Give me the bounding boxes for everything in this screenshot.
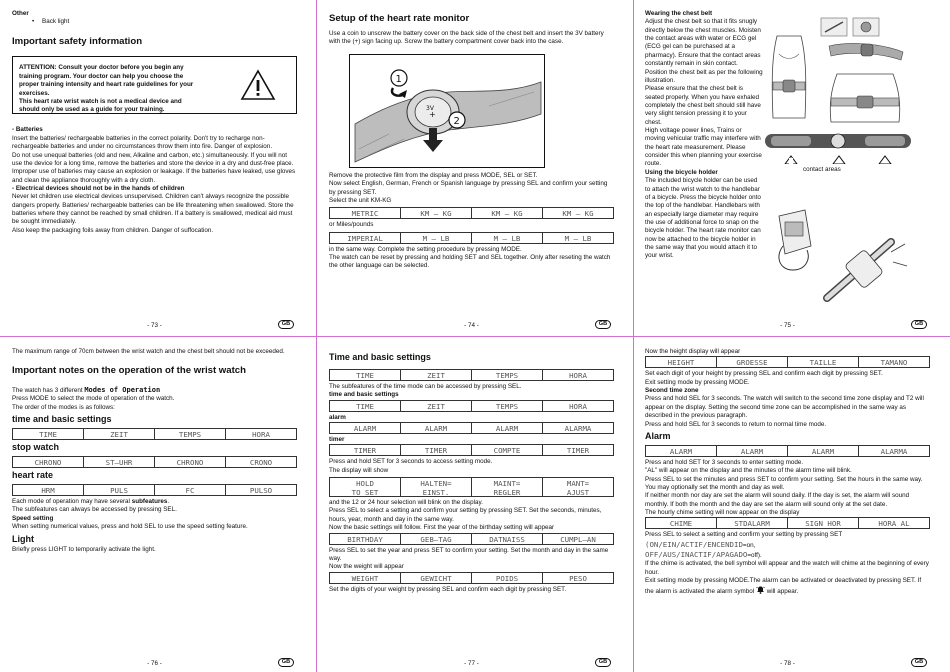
label-alarm: alarm — [329, 413, 346, 421]
alarm-bell-icon — [756, 586, 765, 594]
lcd-cell: M – LB — [472, 232, 543, 244]
second-tz-title: Second time zone — [645, 387, 699, 395]
page-number: - 75 - — [780, 322, 795, 329]
lcd-cell: TAMANO — [859, 356, 930, 368]
lcd-cell: CUMPL–AN — [543, 533, 614, 545]
lcd-cell: HALTEN= EINST. — [401, 477, 472, 497]
lcd-cell: KM – KG — [472, 207, 543, 219]
lcd-cell: M – LB — [401, 232, 472, 244]
lcd-cell: ALARM — [645, 445, 717, 457]
reset-text: The watch can be reset by pressing and holding SET and SEL together. Only after reseting the watch the other language can be selected. — [329, 253, 611, 270]
page-75 — [645, 10, 930, 336]
subfeatures-access-text: The subfeatures can always be accessed by pressing SEL. — [12, 506, 177, 514]
lcd-cell: DATNAISS — [472, 533, 543, 545]
chime-select-text: Press SEL to select a setting and confirm your setting by pressing SET — [645, 531, 843, 539]
chest-belt-fitting-figure — [817, 12, 913, 68]
lcd-cell: TIMER — [329, 444, 401, 456]
hold-set-text: Press and hold SET for 3 seconds to access setting mode. — [329, 458, 493, 466]
lcd-cell: TIME — [12, 428, 84, 440]
lcd-cell: ALARMA — [543, 422, 614, 434]
setup-title: Setup of the heart rate monitor — [329, 13, 470, 24]
wearing-text: Adjust the chest belt so that it fits snugly directly below the chest muscles. Moisten the contact areas with water or ECG gel (ECG gel can be purchased at a pharmacy). Ensure that the contact areas constantly remain in skin contact. — [645, 18, 761, 68]
chime-text: The hourly chime setting will now appear on the display — [645, 509, 800, 516]
light-title: Light — [12, 533, 34, 544]
step-1-label: 1 — [395, 74, 402, 86]
lcd-cell: HEIGHT — [645, 356, 717, 368]
subfeatures-text: The subfeatures of the time mode can be accessed by pressing SEL. — [329, 382, 522, 390]
alarm-optional-text: You may optionally set the month and day as well. — [645, 483, 785, 491]
alarm-daily-text: If neither month nor day are set the alarm will sound daily. If the day is set, the alarm will sound monthly. If both the month and the day are set the alarm will sound only at the set date. — [645, 492, 910, 508]
other-title: Other — [12, 10, 29, 17]
speed-title: Speed setting — [12, 514, 54, 522]
order-text: The order of the modes is as follows: — [12, 403, 115, 411]
subfeatures-text: Each mode of operation may have several — [12, 498, 130, 506]
second-tz-return-text: Press and hold SEL for 3 seconds to return to normal time mode. — [645, 420, 827, 428]
seated-text: Please ensure that the chest belt is seated properly. When you have exhaled completely the chest belt should still have very slight tension pressing it to your chest. — [645, 85, 761, 126]
alarm-title: Alarm — [645, 430, 671, 441]
light-text: Briefly press LIGHT to temporarily activate the light. — [12, 545, 156, 553]
lcd-cell: KM – KG — [401, 207, 472, 219]
lcd-cell: TEMPS — [472, 369, 543, 381]
lcd-cell: ALARM — [329, 422, 401, 434]
bicycle-holder-figure-1 — [769, 206, 817, 276]
not-medical-text: This heart rate wrist watch is not a medical device and should only be used as a guide for your training. — [19, 97, 182, 114]
lcd-time-row — [329, 369, 614, 381]
second-tz-text: Press and hold SEL for 3 seconds. The watch will switch to the second time zone display and T2 will appear on the display. Setting the second time zone can be accomplished in the same way as described in the previous paragraph. — [645, 395, 924, 420]
display-show-text: The display will show — [329, 466, 389, 474]
select-text: Press SEL to select a setting and confirm your setting by pressing SET. Set the seconds, minutes, hours, year, month and day in the same way. — [329, 507, 602, 523]
lcd-cell: GROESSE — [717, 356, 788, 368]
warning-triangle-icon — [240, 69, 276, 101]
lcd-cell: MANT= AJUST — [543, 477, 614, 497]
lcd-cell: TIME — [329, 400, 401, 412]
page-number: - 74 - — [464, 322, 479, 329]
lcd-cell: PULS — [84, 484, 155, 496]
page-76: The maximum range of 70cm between the wrist watch and the chest belt should not be exceeded. Important notes on the operation of the wrist watch The watch has 3 different Modes of Operation Press MODE to select the mode of operation of the watch. The order of the modes is as follows: time and basic settings TIME ZEIT TEMPS HORA stop watch CHRONO ST–UHR CHRONO CRONO heart rate HRM PULS FC PULSO Each mode of operation may have several subfeatures. The subfeatures can always be accessed by pressing SEL. Speed setting When setting numerical values, press and hold SEL to use the speed setting feature. Light Briefly press LIGHT to temporarily activate the light. - 76 - GB — [12, 348, 297, 672]
page-74 — [329, 10, 614, 336]
lcd-cell: SIGN HOR — [788, 517, 859, 529]
lcd-hold-row — [329, 477, 614, 497]
lcd-cell: CRONO — [226, 456, 297, 468]
notes-title: Important notes on the operation of the wrist watch — [12, 365, 246, 377]
lcd-cell: ALARMA — [859, 445, 930, 457]
step-2-label: 2 — [453, 116, 460, 128]
gb-badge: GB — [911, 658, 927, 667]
lcd-cell: HORA — [226, 428, 297, 440]
page-number: - 73 - — [147, 322, 162, 329]
same-way-text: in the same way. Complete the setting procedure by pressing MODE. — [329, 245, 522, 253]
lcd-hr-row — [12, 484, 297, 496]
language-text: Now select English, German, French or Spanish language by pressing SEL and confirm your setting by pressing SET. — [329, 180, 608, 196]
other-item: • Back light — [12, 18, 297, 26]
lcd-cell: ALARM — [472, 422, 543, 434]
height-text: Now the height display will appear — [645, 348, 741, 355]
stop-watch-title: stop watch — [12, 442, 60, 453]
lcd-cell: ZEIT — [401, 400, 472, 412]
lcd-cell: CHRONO — [155, 456, 226, 468]
batteries-title: - Batteries — [12, 126, 43, 134]
subfeatures-bold: subfeatures — [131, 498, 168, 506]
lcd-cell: TAILLE — [788, 356, 859, 368]
lcd-time-row — [12, 428, 297, 440]
page-77 — [329, 348, 614, 672]
page-number: - 78 - — [780, 660, 795, 667]
lcd-cell: ALARM — [401, 422, 472, 434]
alarm-set-text: Press SEL to set the minutes and press SET to confirm your setting. Set the hours in the same way. — [645, 475, 923, 483]
lcd-cell: M – LB — [543, 232, 614, 244]
voltage-text: High voltage power lines, Trains or moving vehicular traffic may interfere with the heart rate measurement. Please consider this when planning your exercise route. — [645, 127, 762, 168]
lcd-weight-row — [329, 572, 614, 584]
wearing-title: Wearing the chest belt — [645, 10, 713, 17]
lcd-cell: HORA — [543, 369, 614, 381]
lcd-birthday-row — [329, 533, 614, 545]
lcd-cell: TIME — [329, 369, 401, 381]
lcd-cell: POIDS — [472, 572, 543, 584]
alarm-enter-text: Press and hold SET for 3 seconds to enter setting mode. — [645, 458, 804, 466]
batteries-text-2: Do not use unequal batteries (old and new, Alkaline and carbon, etc.) simultaneously. If you will not use the device for a long time, remove the batteries and store the device in a dry and dust-free place. Improper use of batteries may cause an explosion or leakage. If the batteries have leaked, use gloves and clean the appliance thoroughly with a dry cloth. — [12, 151, 296, 184]
lcd-cell: ALARM — [717, 445, 788, 457]
chest-belt-front-figure — [767, 32, 811, 122]
page-number: - 77 - — [464, 660, 479, 667]
lcd-cell: TEMPS — [472, 400, 543, 412]
lcd-cell: MAINT= REGLER — [472, 477, 543, 497]
alarm-al-text: "AL" will appear on the display and the minutes of the alarm time will blink. — [645, 467, 852, 475]
exit-alarm-text: Exit setting mode by pressing MODE.The alarm can be activated or deactivated by pressing SET. If the alarm is activated the alarm symbol — [645, 577, 922, 595]
birthday-set-text: Press SEL to set the year and press SET to confirm your setting. Set the month and day in the same way. — [329, 546, 609, 562]
off-suffix: =off). — [747, 552, 762, 560]
contact-areas-belt-figure — [763, 128, 913, 164]
lcd-height-row — [645, 356, 930, 368]
lcd-cell: ALARM — [788, 445, 859, 457]
label-time-basic: time and basic settings — [329, 391, 399, 399]
position-text: Position the chest belt as per the following illustration. — [645, 68, 763, 84]
will-appear-text: will appear. — [766, 587, 799, 595]
warning-box — [12, 56, 297, 114]
children-text-2: Also keep the packaging foils away from children. Danger of suffocation. — [12, 226, 214, 234]
or-miles-label: or Miles/pounds — [329, 221, 374, 229]
birthday-text: Now the basic settings will follow. First the year of the birthday setting will appear — [329, 524, 555, 532]
lcd-cell: STDALARM — [717, 517, 788, 529]
height-set-text: Set each digit of your height by pressing SEL and confirm each digit by pressing SET. — [645, 370, 883, 378]
remove-film-text: Remove the protective film from the display and press MODE, SEL or SET. — [329, 171, 538, 179]
lcd-cell: WEIGHT — [329, 572, 401, 584]
bike-title: Using the bicycle holder — [645, 168, 718, 176]
lcd-cell: ZEIT — [84, 428, 155, 440]
gb-badge: GB — [911, 320, 927, 329]
lcd-cell: FC — [155, 484, 226, 496]
blink-text: and the 12 or 24 hour selection will blink on the display. — [329, 499, 483, 507]
page-73 — [12, 10, 297, 336]
time-basic-title: Time and basic settings — [329, 352, 431, 362]
unit-km-label: Select the unit KM-KG — [329, 196, 392, 204]
gb-badge: GB — [278, 320, 294, 329]
lcd-cell: KM – KG — [543, 207, 614, 219]
lcd-cell: HOLD TO SET — [329, 477, 401, 497]
lcd-cell: HORA — [543, 400, 614, 412]
gb-badge: GB — [595, 658, 611, 667]
time-mode-title: time and basic settings — [12, 414, 112, 425]
lcd-cell: ST–UHR — [84, 456, 155, 468]
lcd-alarm-row — [645, 445, 930, 457]
off-options: OFF/AUS/INACTIF/APAGADO — [645, 550, 748, 560]
safety-title: Important safety information — [12, 35, 143, 47]
lcd-cell: GEWICHT — [401, 572, 472, 584]
range-text: The maximum range of 70cm between the wrist watch and the chest belt should not be exceeded. — [12, 348, 285, 355]
on-options: (ON/EIN/ACTIF/ENCENDID — [645, 539, 743, 549]
lcd-km-row — [329, 207, 614, 219]
lcd-cell: PESO — [543, 572, 614, 584]
contact-areas-caption: contact areas — [803, 166, 841, 173]
heart-rate-title: heart rate — [12, 470, 54, 481]
bike-text: The included bicycle holder can be used to attach the wrist watch to the handlebar of a bicycle. Press the bicycle holder onto the top of the handlebar. Handlebars with an especially large diameter may require the use of additional force to snap on the bicycle holder. The heart rate monitor can now be attached to the bicycle holder in the same way that you would attach it to your wrist. — [645, 177, 761, 260]
lcd-miles-row — [329, 232, 614, 244]
lcd-cell: HRM — [12, 484, 84, 496]
speed-text: When setting numerical values, press and hold SEL to use the speed setting feature. — [12, 523, 248, 531]
label-timer: timer — [329, 436, 345, 444]
weight-text: Now the weight will appear — [329, 563, 404, 571]
lcd-cell: TEMPS — [155, 428, 226, 440]
lcd-cell: CHRONO — [12, 456, 84, 468]
bicycle-holder-figure-2 — [821, 232, 911, 312]
weight-set-text: Set the digits of your weight by pressing SEL and confirm each digit by pressing SET. — [329, 585, 567, 593]
modes-text: The watch has 3 different — [12, 387, 83, 395]
lcd-time2-row — [329, 400, 614, 412]
chime-active-text: If the chime is activated, the bell symbol will appear and the watch will chime at the beginning of every hour. — [645, 560, 929, 576]
modes-bold: Modes of Operation — [84, 386, 161, 395]
lcd-cell: IMPERIAL — [329, 232, 401, 244]
attention-text: ATTENTION: Consult your doctor before you begin any training program. Your doctor can help you choose the proper training intensity and heart rate guidelines for your exercises. — [19, 64, 194, 97]
lcd-cell: COMPTE — [472, 444, 543, 456]
lcd-cell: HORA AL — [859, 517, 930, 529]
setup-intro: Use a coin to unscrew the battery cover on the back side of the chest belt and insert the 3V battery with the (+) sign facing up. Screw the battery compartment cover back into the case. — [329, 29, 604, 46]
battery-3v-label: 3V — [426, 105, 434, 113]
press-mode-text: Press MODE to select the mode of operation of the watch. — [12, 395, 175, 403]
lcd-cell: GEB–TAG — [401, 533, 472, 545]
lcd-cell: BIRTHDAY — [329, 533, 401, 545]
lcd-alarm-row — [329, 422, 614, 434]
batteries-text-1: Insert the batteries/ rechargeable batteries in the correct polarity. Don't try to recharge non-rechargeable batteries and under no circumstances throw them into fire. Danger of explosion. — [12, 134, 273, 151]
exit-text: Exit setting mode by pressing MODE. — [645, 378, 750, 386]
battery-plus-label: + — [429, 110, 436, 120]
lcd-cell: ZEIT — [401, 369, 472, 381]
battery-insert-figure — [349, 54, 545, 168]
on-suffix: =on, — [742, 541, 756, 549]
row-divider — [0, 336, 950, 337]
lcd-cell: TIMER — [401, 444, 472, 456]
page-78 — [645, 348, 930, 672]
children-title: - Electrical devices should not be in the hands of children — [12, 184, 185, 192]
chest-belt-back-figure — [817, 70, 913, 124]
lcd-cell: CHIME — [645, 517, 717, 529]
page-number: - 76 - — [147, 660, 162, 667]
gb-badge: GB — [595, 320, 611, 329]
lcd-stop-row — [12, 456, 297, 468]
lcd-cell: TIMER — [543, 444, 614, 456]
lcd-timer-row — [329, 444, 614, 456]
gb-badge: GB — [278, 658, 294, 667]
lcd-cell: METRIC — [329, 207, 401, 219]
lcd-cell: PULSO — [226, 484, 297, 496]
children-text-1: Never let children use electrical devices unsupervised. Children can't always recognize the possible dangers properly. Batteries/ rechargeable batteries can be life threatening when swallowed. Store the batteries where they cannot be reached by small children. If a battery is swallowed, medical aid must be sought immediately. — [12, 193, 294, 226]
lcd-chime-row — [645, 517, 930, 529]
